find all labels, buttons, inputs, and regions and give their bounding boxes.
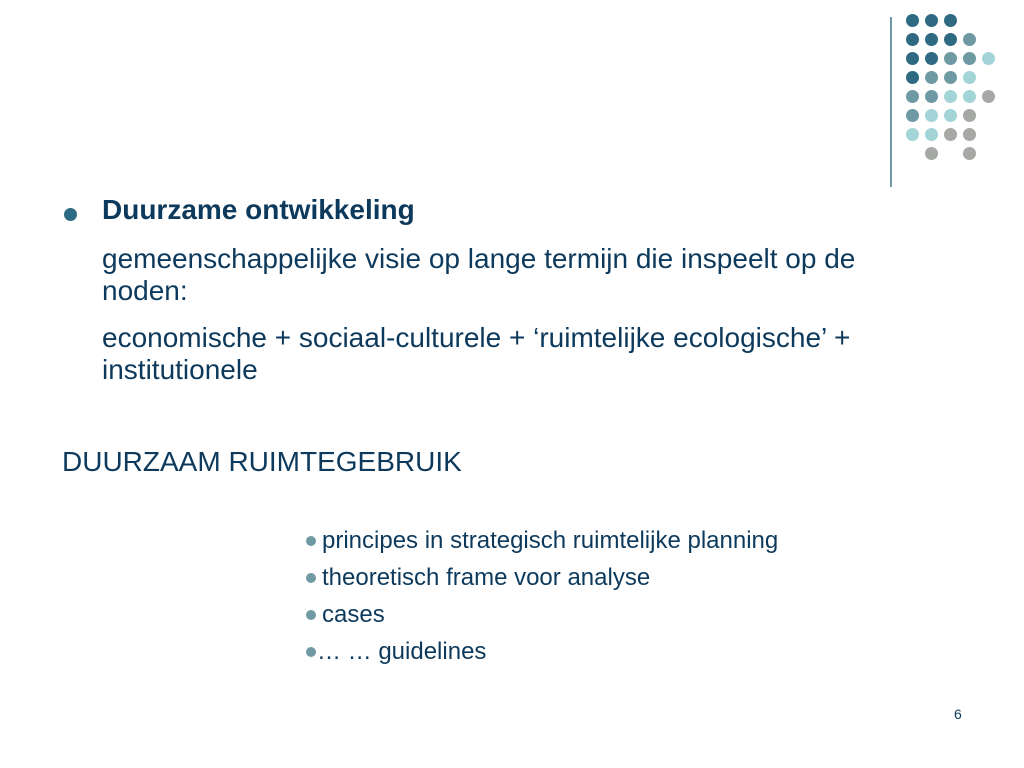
decorative-dot: [906, 90, 919, 103]
sub-bullet-text: principes in strategisch ruimtelijke planning: [322, 527, 779, 554]
decorative-dot: [944, 90, 957, 103]
decorative-dot: [906, 14, 919, 27]
page-number: 6: [954, 706, 962, 722]
decorative-dot: [963, 109, 976, 122]
sub-bullet-item: [306, 559, 778, 596]
decorative-dot: [963, 90, 976, 103]
decorative-dot: [906, 52, 919, 65]
decorative-dot: [963, 33, 976, 46]
bullet-icon: [306, 610, 316, 620]
decorative-dot: [982, 52, 995, 65]
decorative-dot: [944, 14, 957, 27]
decorative-dot: [963, 52, 976, 65]
decorative-dot: [925, 128, 938, 141]
decorative-dot: [982, 90, 995, 103]
decorative-dot: [906, 71, 919, 84]
sub-bullet-list: [306, 522, 778, 670]
decorative-dot-pattern: [906, 14, 1006, 164]
decorative-dot: [925, 90, 938, 103]
decorative-dot: [925, 33, 938, 46]
decorative-dot: [963, 147, 976, 160]
sub-bullet-item: [306, 522, 778, 559]
decorative-dot: [906, 109, 919, 122]
decorative-dot: [906, 128, 919, 141]
section-title: DUURZAAM RUIMTEGEBRUIK: [62, 446, 462, 477]
decorative-dot: [944, 52, 957, 65]
bullet-icon: [306, 573, 316, 583]
decorative-dot: [963, 128, 976, 141]
dimensions-paragraph: economische + sociaal-culturele + ‘ruimtelijke ecologische’ + institutionele: [102, 322, 851, 385]
sub-bullet-text: theoretisch frame voor analyse: [322, 564, 651, 591]
decorative-vertical-line: [890, 17, 892, 187]
decorative-dot: [963, 71, 976, 84]
sub-bullet-text: … … guidelines: [317, 638, 487, 665]
decorative-dot: [944, 109, 957, 122]
decorative-dot: [944, 71, 957, 84]
bullet-icon: [306, 536, 316, 546]
decorative-dot: [925, 147, 938, 160]
decorative-dot: [925, 71, 938, 84]
decorative-dot: [925, 52, 938, 65]
decorative-dot: [906, 33, 919, 46]
bullet-icon: [306, 647, 316, 657]
sub-bullet-text: cases: [322, 601, 385, 628]
decorative-dot: [925, 14, 938, 27]
decorative-dot: [944, 128, 957, 141]
decorative-dot: [925, 109, 938, 122]
sub-bullet-item: [306, 596, 778, 633]
sub-bullet-item: [306, 633, 778, 670]
bullet-heading: Duurzame ontwikkeling: [102, 194, 415, 225]
definition-paragraph: gemeenschappelijke visie op lange termijn die inspeelt op de noden:: [102, 243, 856, 306]
bullet-icon: [64, 208, 77, 221]
decorative-dot: [944, 33, 957, 46]
